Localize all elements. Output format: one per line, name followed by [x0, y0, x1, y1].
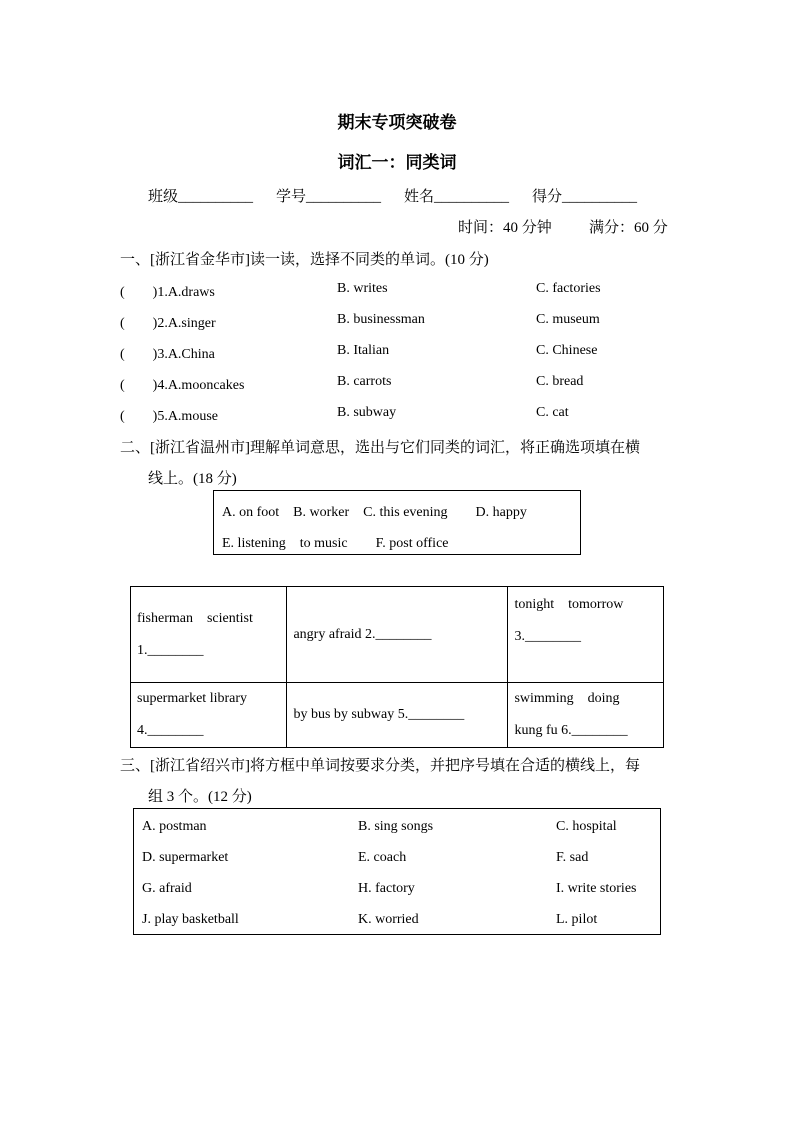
- section2-heading: 二、[浙江省温州市]理解单词意思，选出与它们同类的词汇，将正确选项填在横: [120, 440, 640, 456]
- id-field: 学号__________: [276, 189, 382, 205]
- question-choice-a: ( )4.A.mooncakes: [120, 378, 245, 393]
- section3-words-box: [133, 808, 661, 935]
- cell-words: fisherman scientist: [137, 610, 253, 626]
- question-choice-b: B. carrots: [337, 374, 392, 389]
- cell-words: tonight tomorrow: [514, 597, 624, 612]
- word-option: E. coach: [358, 850, 407, 865]
- answer-blank: 1.________: [137, 642, 204, 658]
- section1-heading: 一、[浙江省金华市]读一读，选择不同类的单词。(10 分): [120, 252, 489, 268]
- question-choice-c: C. cat: [536, 405, 569, 420]
- question-choice-b: B. businessman: [337, 312, 425, 327]
- cell-words: by bus by subway 5.________: [293, 707, 465, 722]
- question-choice-b: B. subway: [337, 405, 397, 420]
- question-choice-a: ( )3.A.China: [120, 347, 215, 362]
- word-option: J. play basketball: [142, 912, 239, 927]
- page-subtitle: 词汇一：同类词: [337, 153, 457, 172]
- cell-words: angry afraid 2.________: [293, 626, 432, 642]
- table-cell: [131, 587, 287, 683]
- class-field: 班级__________: [148, 189, 254, 205]
- table-cell: [508, 683, 664, 748]
- answer-blank: 3.________: [514, 629, 581, 644]
- table-cell: [287, 587, 508, 683]
- section2-options-box: [213, 490, 581, 555]
- word-option: I. write stories: [556, 881, 637, 896]
- score-field: 得分__________: [532, 189, 638, 205]
- cell-words: supermarket library: [137, 691, 248, 706]
- answer-blank: kung fu 6.________: [514, 723, 628, 738]
- question-choice-c: C. Chinese: [536, 343, 598, 358]
- section3-heading: 三、[浙江省绍兴市]将方框中单词按要求分类，并把序号填在合适的横线上，每: [120, 758, 640, 774]
- word-option: B. sing songs: [358, 819, 434, 834]
- answer-blank: 4.________: [137, 723, 204, 738]
- options-line: A. on foot B. worker C. this evening D. happy: [222, 505, 527, 520]
- question-choice-c: C. bread: [536, 374, 584, 389]
- table-cell: [287, 683, 508, 748]
- time-limit: 时间：40 分钟: [458, 220, 552, 236]
- full-score: 满分：60 分: [589, 220, 668, 236]
- question-choice-c: C. museum: [536, 312, 600, 327]
- word-option: G. afraid: [142, 881, 192, 896]
- options-line: E. listening to music F. post office: [222, 536, 449, 551]
- word-option: K. worried: [358, 912, 419, 927]
- section2-heading-cont: 线上。(18 分): [148, 471, 237, 487]
- word-option: L. pilot: [556, 912, 598, 927]
- word-option: D. supermarket: [142, 850, 229, 865]
- question-choice-a: ( )1.A.draws: [120, 285, 215, 300]
- question-choice-c: C. factories: [536, 281, 601, 296]
- word-option: H. factory: [358, 881, 415, 896]
- section3-heading-cont: 组 3 个。(12 分): [148, 789, 252, 805]
- page-title: 期末专项突破卷: [337, 113, 457, 132]
- word-option: A. postman: [142, 819, 207, 834]
- word-option: F. sad: [556, 850, 589, 865]
- name-field: 姓名__________: [404, 189, 510, 205]
- question-choice-b: B. writes: [337, 281, 388, 296]
- question-choice-a: ( )5.A.mouse: [120, 409, 218, 424]
- cell-words: swimming doing: [514, 691, 620, 706]
- table-cell: [508, 587, 664, 683]
- question-choice-b: B. Italian: [337, 343, 390, 358]
- table-cell: [131, 683, 287, 748]
- word-option: C. hospital: [556, 819, 617, 834]
- question-choice-a: ( )2.A.singer: [120, 316, 216, 331]
- section2-answer-table: [130, 586, 664, 748]
